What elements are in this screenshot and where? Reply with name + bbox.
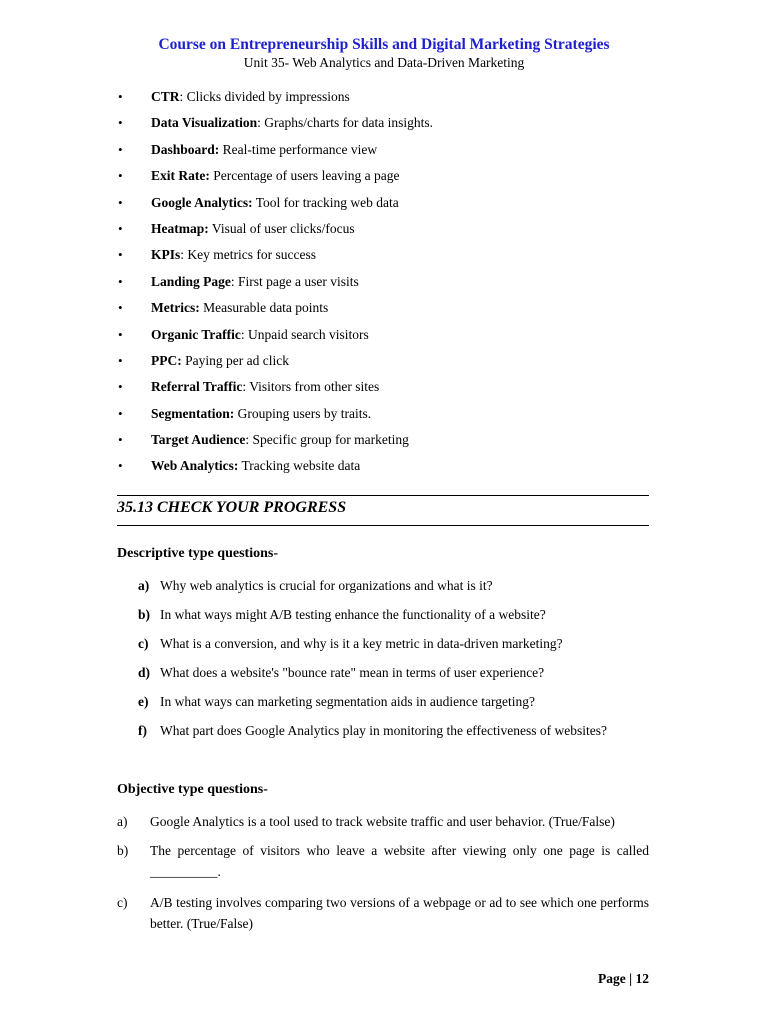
glossary-term: Web Analytics: (151, 458, 239, 474)
glossary-definition: Measurable data points (199, 300, 329, 316)
question-text: In what ways can marketing segmentation aids in audience targeting? (160, 694, 536, 709)
descriptive-question (138, 606, 607, 635)
glossary-item (118, 326, 433, 352)
question-text: The percentage of visitors who leave a website after viewing only one page is called __________. (150, 843, 649, 879)
glossary-definition: : First page a user visits (230, 273, 359, 289)
glossary-item (118, 194, 433, 220)
descriptive-question (138, 577, 607, 606)
question-marker: a) (117, 814, 128, 829)
glossary-definition: : Graphs/charts for data insights. (257, 115, 433, 131)
glossary-term: Google Analytics: (151, 194, 253, 210)
bullet-icon: • (118, 220, 123, 236)
bullet-icon: • (118, 194, 123, 210)
question-text: What is a conversion, and why is it a key metric in data-driven marketing? (160, 636, 563, 651)
descriptive-heading: Descriptive type questions- (117, 546, 278, 561)
page-number: Page | 12 (598, 971, 649, 986)
section-title: 35.13 CHECK YOUR PROGRESS (117, 499, 347, 516)
descriptive-question (138, 664, 607, 693)
bullet-icon: • (118, 247, 123, 263)
glossary-term: Organic Traffic (151, 326, 241, 342)
question-marker: e) (138, 694, 149, 709)
glossary-item (118, 114, 433, 140)
glossary-definition: Paying per ad click (181, 352, 289, 368)
question-marker: b) (138, 607, 151, 622)
glossary-item (118, 299, 433, 325)
question-text: What part does Google Analytics play in monitoring the effectiveness of websites? (160, 723, 608, 738)
question-text: In what ways might A/B testing enhance the functionality of a website? (160, 607, 546, 622)
course-title: Course on Entrepreneurship Skills and Digital Marketing Strategies (158, 36, 610, 53)
glossary-term: Dashboard: (151, 141, 220, 157)
objective-question (117, 840, 649, 882)
question-text: Why web analytics is crucial for organizations and what is it? (160, 578, 493, 593)
objective-heading: Objective type questions- (117, 782, 268, 797)
glossary-definition: : Specific group for marketing (245, 432, 409, 448)
question-marker: f) (138, 723, 147, 738)
bullet-icon: • (118, 141, 123, 157)
glossary-definition: : Clicks divided by impressions (179, 89, 350, 104)
bullet-icon: • (118, 352, 123, 368)
bullet-icon: • (118, 432, 123, 448)
question-marker: a) (138, 578, 150, 593)
glossary-definition: Percentage of users leaving a page (209, 168, 400, 184)
glossary-item (118, 88, 433, 114)
bullet-icon: • (118, 89, 123, 104)
question-marker: c) (138, 636, 149, 651)
glossary-item (118, 378, 433, 404)
descriptive-question (138, 635, 607, 664)
bullet-icon: • (118, 300, 123, 316)
glossary-item (118, 431, 433, 457)
bullet-icon: • (118, 326, 123, 342)
glossary-term: CTR (151, 89, 180, 104)
glossary-term: Data Visualization (151, 115, 258, 131)
glossary-definition: : Visitors from other sites (242, 379, 380, 395)
bullet-icon: • (118, 115, 123, 131)
descriptive-question (138, 693, 607, 722)
descriptive-question-list (138, 577, 607, 751)
glossary-term: Referral Traffic (151, 379, 243, 395)
bullet-icon: • (118, 458, 123, 474)
question-text: A/B testing involves comparing two versions of a webpage or ad to see which one performs better. (True/False) (150, 895, 649, 931)
glossary-definition: Tool for tracking web data (252, 194, 399, 210)
glossary-definition: Grouping users by traits. (234, 405, 372, 421)
bullet-icon: • (118, 405, 123, 421)
glossary-term: Exit Rate: (151, 168, 210, 184)
glossary-list (118, 88, 433, 484)
glossary-term: PPC: (151, 352, 182, 368)
question-text: What does a website's "bounce rate" mean in terms of user experience? (160, 665, 545, 680)
bullet-icon: • (118, 379, 123, 395)
glossary-item (118, 220, 433, 246)
glossary-term: Metrics: (151, 300, 200, 316)
objective-question (117, 811, 649, 832)
bullet-icon: • (118, 273, 123, 289)
question-marker: b) (117, 843, 129, 858)
glossary-item (118, 405, 433, 431)
question-text: Google Analytics is a tool used to track website traffic and user behavior. (True/False) (150, 814, 615, 829)
glossary-term: Segmentation: (151, 405, 235, 421)
objective-question (117, 892, 649, 934)
glossary-term: Landing Page (151, 273, 231, 289)
glossary-definition: : Key metrics for success (180, 247, 316, 263)
glossary-item (118, 273, 433, 299)
question-marker: c) (117, 895, 128, 910)
section-heading-bar (117, 495, 649, 526)
bullet-icon: • (118, 168, 123, 184)
question-marker: d) (138, 665, 151, 680)
glossary-term: KPIs (151, 247, 181, 263)
glossary-item (118, 141, 433, 167)
descriptive-question (138, 722, 607, 751)
glossary-item (118, 457, 433, 483)
unit-subtitle: Unit 35- Web Analytics and Data-Driven Marketing (243, 55, 525, 70)
glossary-term: Target Audience (151, 432, 246, 448)
glossary-definition: Visual of user clicks/focus (208, 220, 355, 236)
glossary-item (118, 352, 433, 378)
glossary-definition: : Unpaid search visitors (240, 326, 369, 342)
glossary-term: Heatmap: (151, 220, 209, 236)
glossary-item (118, 167, 433, 193)
glossary-definition: Tracking website data (238, 458, 361, 474)
glossary-definition: Real-time performance view (219, 141, 378, 157)
glossary-item (118, 246, 433, 272)
